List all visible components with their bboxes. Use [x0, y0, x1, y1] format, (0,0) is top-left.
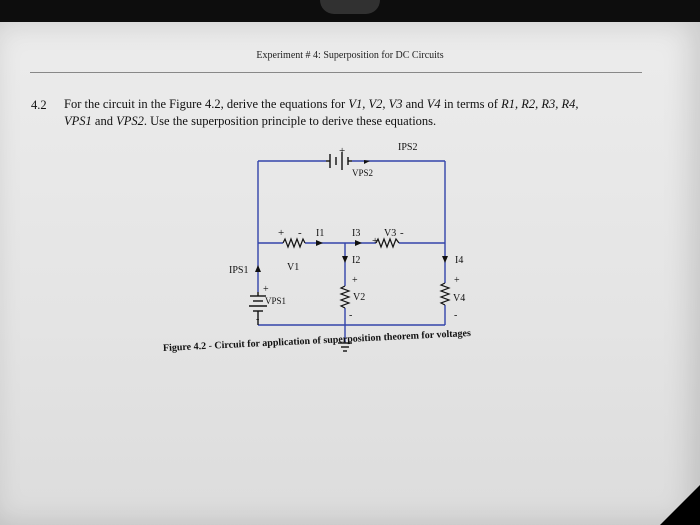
label-r2-minus: - — [349, 310, 353, 321]
r4-resistor — [441, 283, 449, 305]
i3-arrow-icon — [355, 240, 362, 246]
label-vps2-plus: + — [339, 145, 346, 157]
label-vps2: VPS2 — [352, 168, 374, 178]
label-r4-minus: - — [454, 310, 458, 321]
label-r2-plus: + — [352, 275, 358, 286]
r1-resistor — [283, 239, 305, 247]
label-i2: I2 — [352, 255, 361, 266]
question-line2-rest: . Use the superposition principle to derive these equations. — [143, 114, 437, 128]
figure-caption: Figure 4.2 - Circuit for application of superposition theorem for voltages — [162, 327, 472, 354]
page-header: Experiment # 4: Superposition for DC Circuits — [256, 50, 444, 61]
label-v2: V2 — [353, 292, 366, 303]
question-mid: in terms of — [440, 97, 502, 111]
i1-arrow-icon — [316, 240, 323, 246]
question-vps2: VPS2 — [116, 114, 144, 128]
label-r3-minus: - — [400, 227, 404, 239]
label-vps1-minus: - — [256, 314, 260, 325]
question-number: 4.2 — [31, 98, 47, 112]
corner-shadow — [660, 485, 700, 525]
ips1-arrow-icon — [255, 265, 261, 272]
label-r4-plus: + — [454, 275, 460, 286]
i4-arrow-icon — [442, 256, 448, 263]
question-and-2: and — [91, 114, 117, 128]
question-vps1: VPS1 — [64, 114, 92, 128]
question-v4: V4 — [426, 97, 441, 111]
label-ips1: IPS1 — [229, 265, 249, 276]
label-v3: V3 — [384, 228, 397, 239]
r2-resistor — [341, 286, 349, 308]
label-v1: V1 — [287, 262, 300, 273]
label-ips2: IPS2 — [398, 142, 418, 153]
question-resistors: R1, R2, R3, R4, — [501, 97, 579, 111]
question-line1-prefix: For the circuit in the Figure 4.2, derive the equations for — [64, 97, 349, 111]
label-vps1: VPS1 — [265, 296, 287, 306]
label-vps1-plus: + — [263, 284, 269, 295]
question-and: and — [402, 97, 427, 111]
question-vars: V1, V2, V3 — [348, 97, 403, 111]
i2-arrow-icon — [342, 256, 348, 263]
r3-resistor — [376, 239, 399, 247]
label-i3: I3 — [352, 228, 361, 239]
label-r1-minus: - — [298, 227, 302, 239]
label-i1: I1 — [316, 228, 325, 239]
label-r3-plus: + — [372, 235, 379, 247]
label-v4: V4 — [453, 293, 466, 304]
label-r1-plus: + — [278, 227, 285, 239]
label-i4: I4 — [455, 255, 464, 266]
